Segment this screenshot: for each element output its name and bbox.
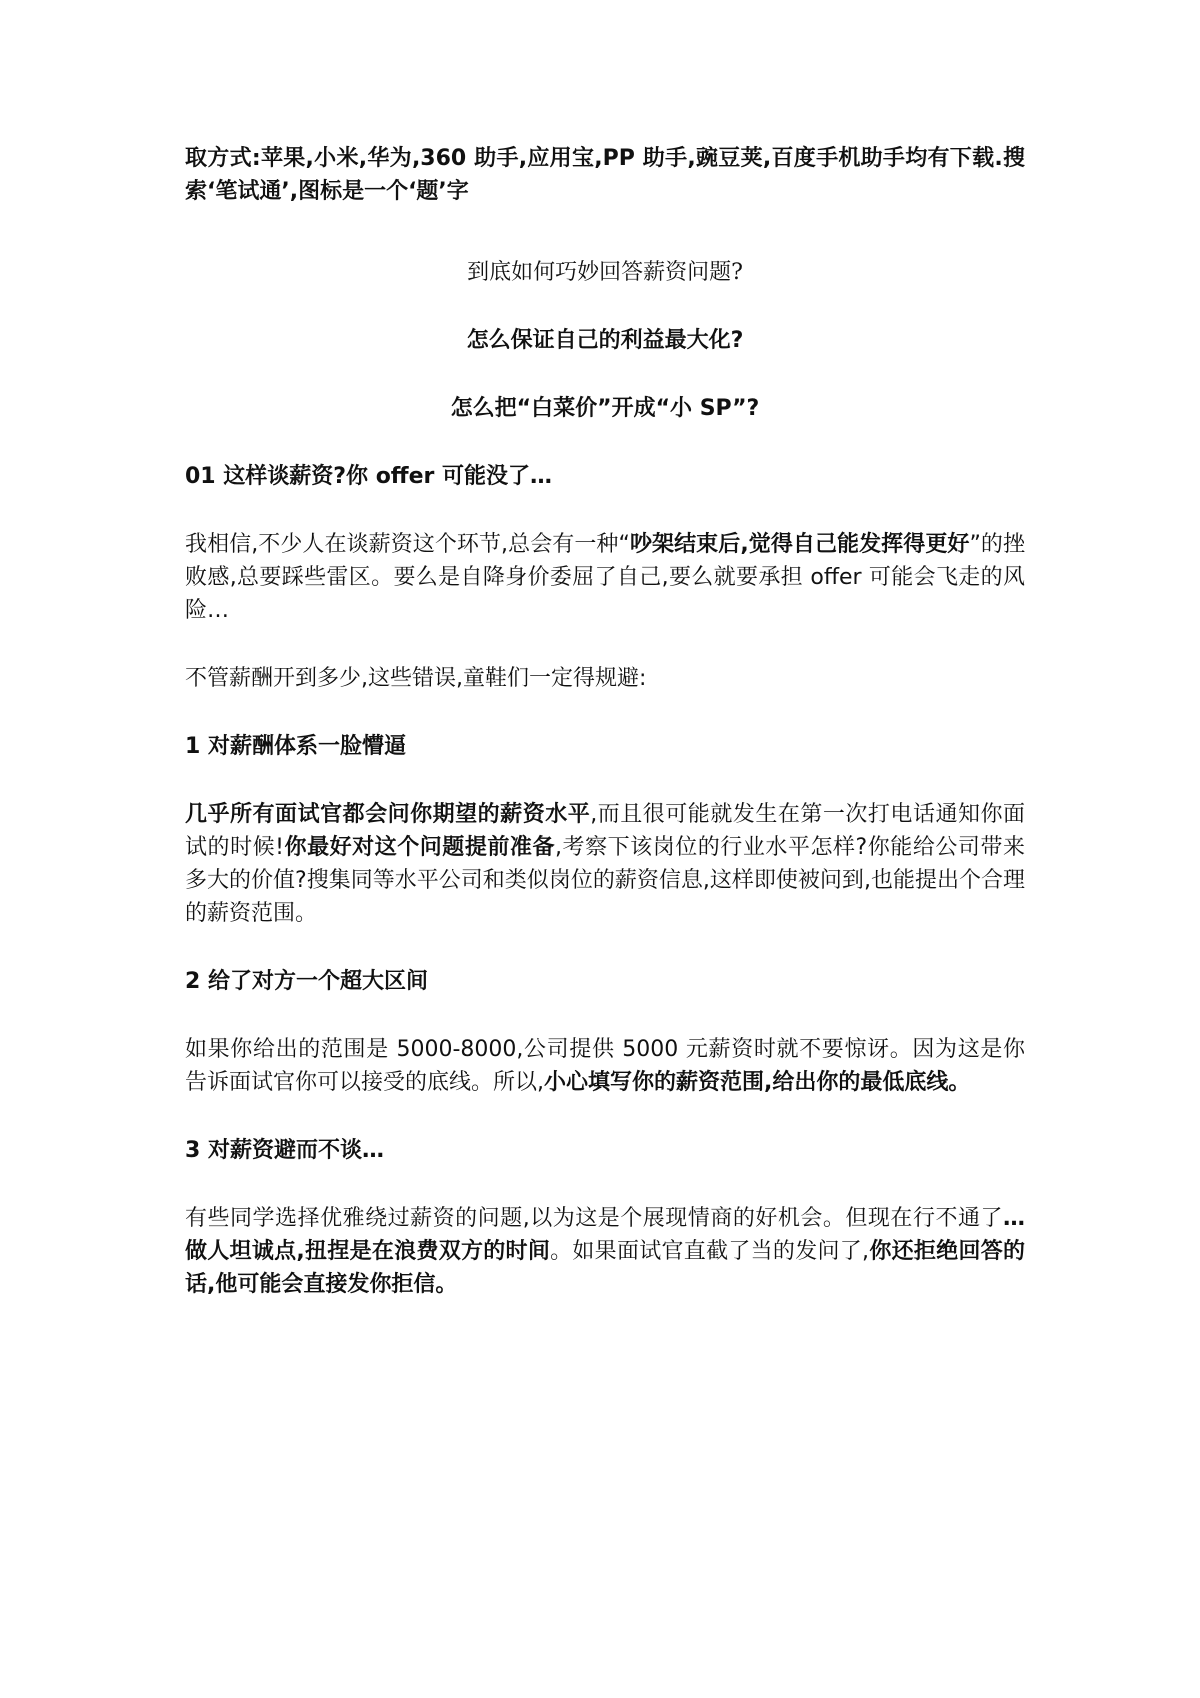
item-3-bold-d: 你还拒绝回答的话,他可能会直接发你拒信。 bbox=[185, 1239, 1026, 1297]
section-01-para-c: ”的挫败感,总要踩些雷区。要么是自降身价委屈了自己,要么就要承担 offer 可能会飞走的风险… bbox=[185, 532, 1026, 623]
item-3-text-a: 有些同学选择优雅绕过薪资的问题,以为这是个展现情商的好机会。但现在行不通了 bbox=[185, 1206, 1003, 1231]
item-2-bold-b: 小心填写你的薪资范围,给出你的最低底线。 bbox=[544, 1070, 971, 1095]
intro-text: 取方式:苹果,小米,华为,360 助手,应用宝,PP 助手,豌豆荚,百度手机助手均有下载.搜索‘笔试通’,图标是一个‘题’字 bbox=[185, 146, 1025, 204]
item-2-paragraph bbox=[185, 1033, 1025, 1099]
item-2-text-a: 如果你给出的范围是 5000-8000,公司提供 5000 元薪资时就不要惊讶。因为这是你告诉面试官你可以接受的底线。所以, bbox=[185, 1037, 1025, 1095]
item-3-heading: 3 对薪资避而不谈… bbox=[185, 1138, 384, 1163]
question-2: 怎么保证自己的利益最大化? bbox=[466, 328, 744, 353]
intro-paragraph bbox=[185, 142, 1025, 208]
item-1-bold-c: 你最好对这个问题提前准备 bbox=[283, 835, 555, 860]
section-01-lead: 不管薪酬开到多少,这些错误,童鞋们一定得规避: bbox=[185, 666, 647, 691]
item-1-text-d: ,考察下该岗位的行业水平怎样?你能给公司带来多大的价值?搜集同等水平公司和类似岗位的薪资信息,这样即使被问到,也能提出个合理的薪资范围。 bbox=[185, 835, 1025, 926]
item-3-bold-b: …做人坦诚点,扭捏是在浪费双方的时间 bbox=[185, 1206, 1025, 1264]
section-01-para-a: 我相信,不少人在谈薪资这个环节,总会有一种“ bbox=[185, 532, 630, 557]
item-3-text-c: 。如果面试官直截了当的发问了, bbox=[550, 1239, 870, 1264]
item-2-heading: 2 给了对方一个超大区间 bbox=[185, 969, 428, 994]
section-01-para-bold: 吵架结束后,觉得自己能发挥得更好 bbox=[629, 532, 970, 557]
item-1-paragraph bbox=[185, 798, 1025, 930]
item-3-paragraph bbox=[185, 1202, 1025, 1301]
item-1-text-b: ,而且很可能就发生在第一次打电话通知你面试的时候! bbox=[185, 802, 1025, 860]
question-3: 怎么把“白菜价”开成“小 SP”? bbox=[450, 396, 760, 421]
question-1: 到底如何巧妙回答薪资问题? bbox=[467, 260, 743, 285]
document-body bbox=[185, 142, 1025, 1301]
item-1-bold-a: 几乎所有面试官都会问你期望的薪资水平 bbox=[185, 802, 591, 827]
item-1-heading: 1 对薪酬体系一脸懵逼 bbox=[185, 734, 406, 759]
section-01-heading: 01 这样谈薪资?你 offer 可能没了… bbox=[185, 464, 553, 489]
section-01-paragraph bbox=[185, 528, 1025, 627]
